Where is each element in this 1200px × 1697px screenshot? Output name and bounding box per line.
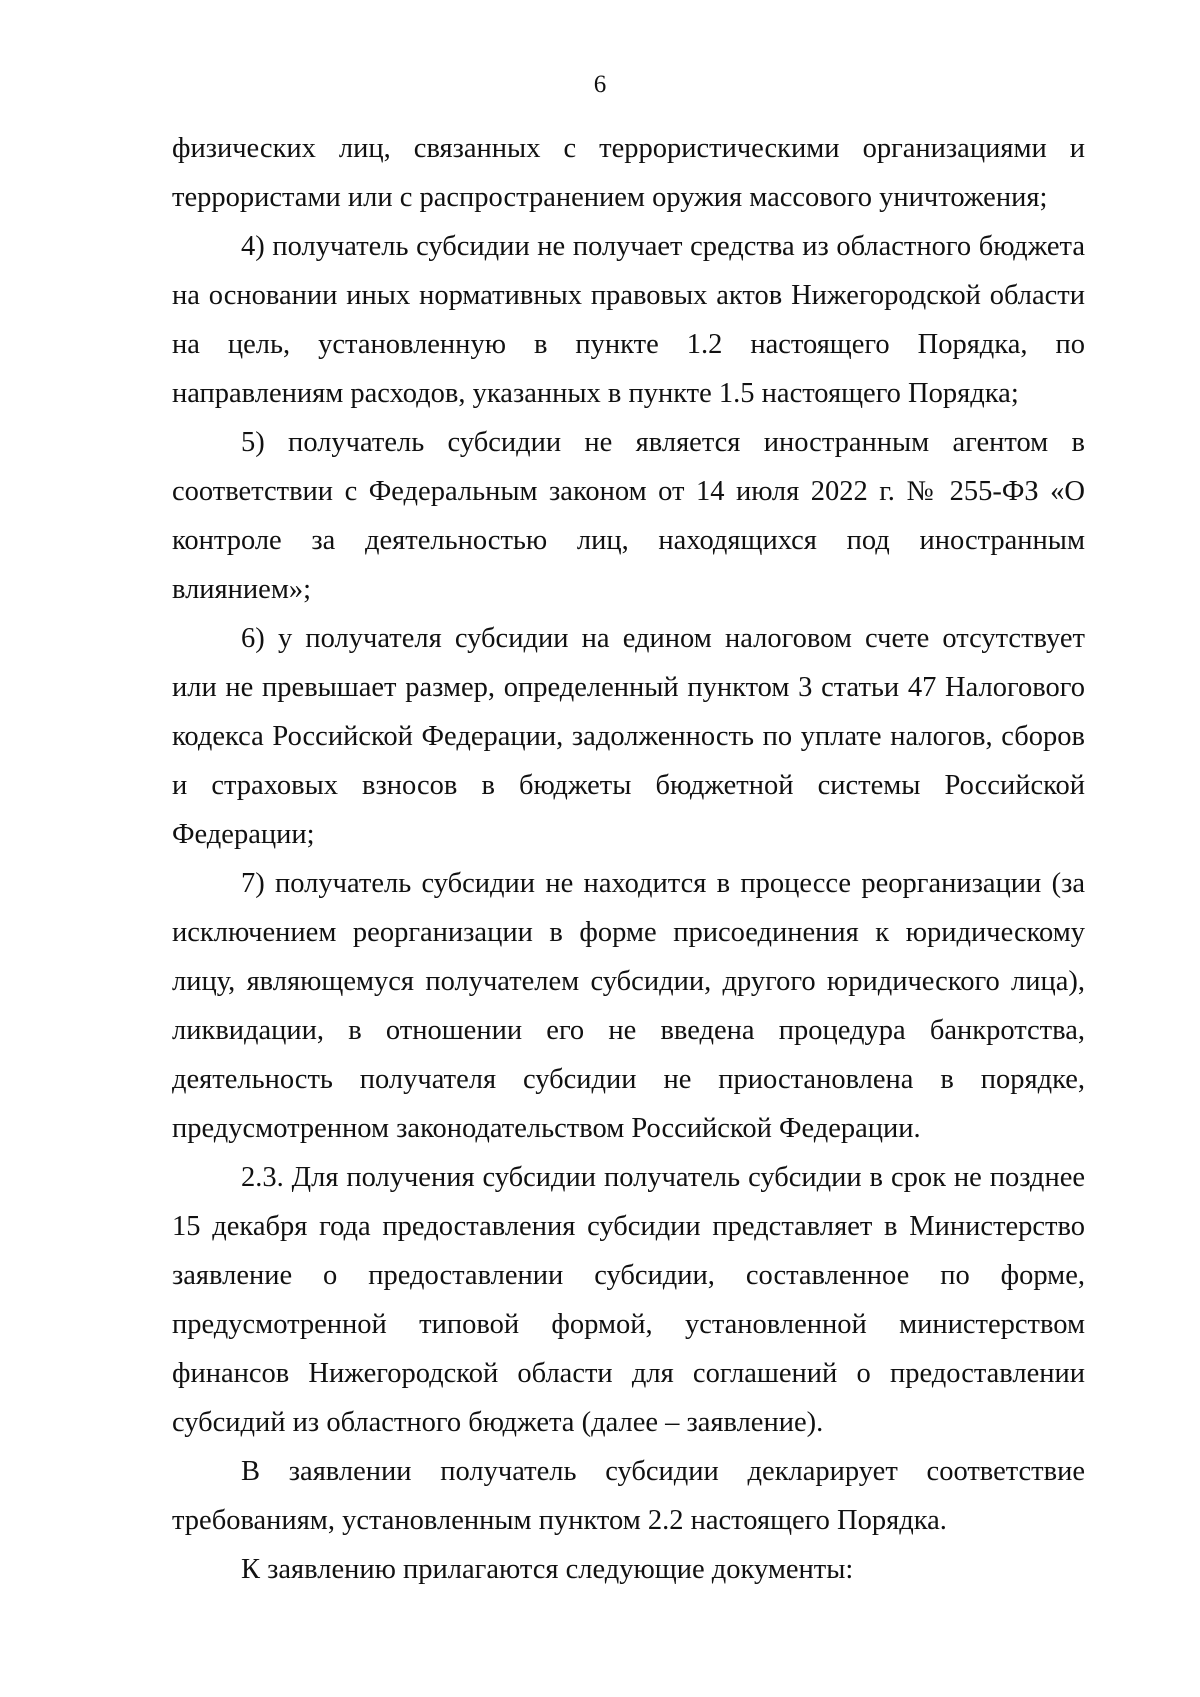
document-body (172, 124, 1085, 1594)
paragraph-item-7: 7) получатель субсидии не находится в процессе реорганизации (за исключением реорганизации в форме присоединения к юридическому лицу, являющемуся получателем субсидии, другого юридического лица), ликвидации, в отношении его не введена процедура банкротства, деятельность получателя субсидии не приостановлена в порядке, предусмотренном законодательством Российской Федерации. (172, 868, 1085, 1144)
paragraph-attachments-intro: К заявлению прилагаются следующие документы: (241, 1554, 854, 1585)
paragraph-declaration: В заявлении получатель субсидии декларирует соответствие требованиям, установленным пунктом 2.2 настоящего Порядка. (172, 1456, 1085, 1536)
paragraph-item-4: 4) получатель субсидии не получает средства из областного бюджета на основании иных нормативных правовых актов Нижегородской области на цель, установленную в пункте 1.2 настоящего Порядка, по направлениям расходов, указанных в пункте 1.5 настоящего Порядка; (172, 231, 1085, 409)
paragraph-item-5: 5) получатель субсидии не является иностранным агентом в соответствии с Федеральным законом от 14 июля 2022 г. № 255-ФЗ «О контроле за деятельностью лиц, находящихся под иностранным влиянием»; (172, 427, 1085, 605)
paragraph-item-6: 6) у получателя субсидии на едином налоговом счете отсутствует или не превышает размер, определенный пунктом 3 статьи 47 Налогового кодекса Российской Федерации, задолженность по уплате налогов, сборов и страховых взносов в бюджеты бюджетной системы Российской Федерации; (172, 623, 1085, 850)
page-number: 6 (593, 71, 607, 98)
paragraph-section-2-3: 2.3. Для получения субсидии получатель субсидии в срок не позднее 15 декабря года предоставления субсидии представляет в Министерство заявление о предоставлении субсидии, составленное по форме, предусмотренной типовой формой, установленной министерством финансов Нижегородской области для соглашений о предоставлении субсидий из областного бюджета (далее – заявление). (172, 1162, 1085, 1438)
paragraph-continuation: физических лиц, связанных с террористическими организациями и террористами или с распространением оружия массового уничтожения; (172, 133, 1085, 213)
